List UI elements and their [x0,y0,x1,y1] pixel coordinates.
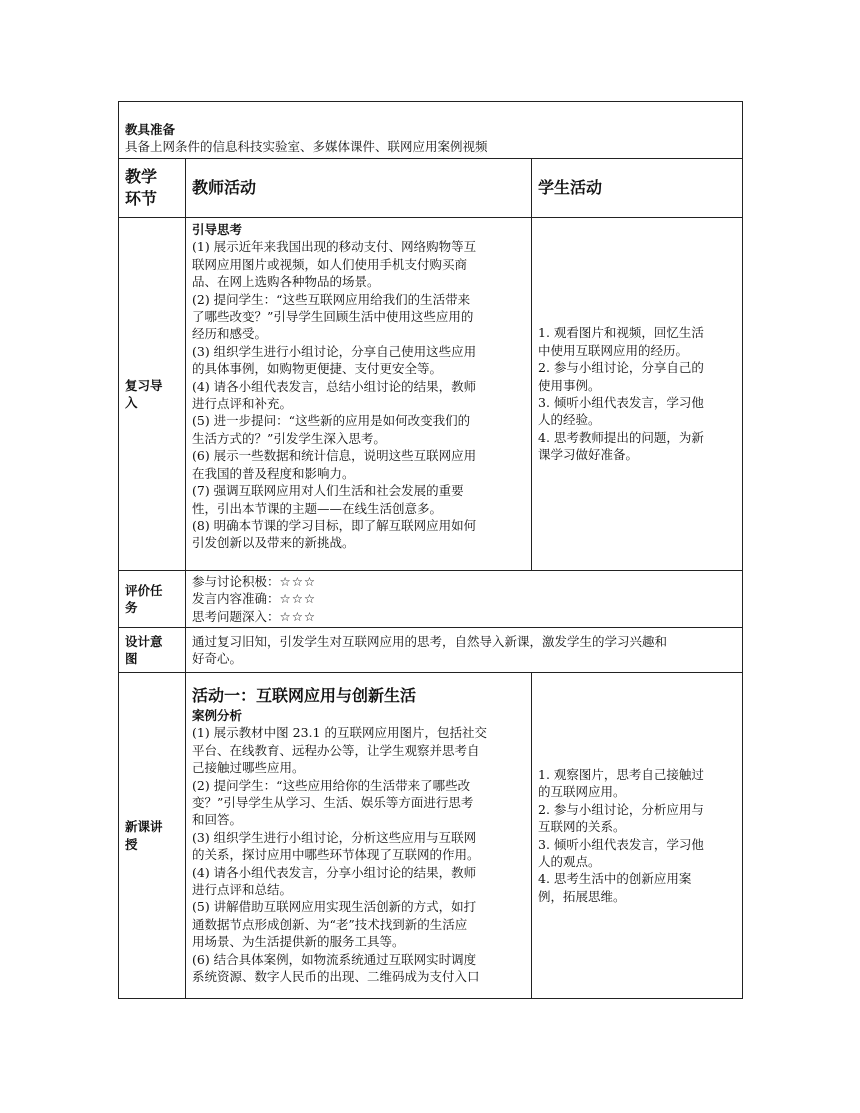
star-rating: ☆☆☆ [279,591,317,607]
text-line: 的关系，探讨应用中哪些环节体现了互联网的作用。 [192,847,480,863]
text-line: 生活方式的？”引发学生深入思考。 [192,430,386,446]
text-line: 1. 观察图片，思考自己接触过 [538,766,704,782]
stage-header [119,159,186,218]
review-label-line1: 复习导 [125,377,163,393]
student-header: 学生活动 [532,159,743,218]
text-line: (3) 组织学生进行小组讨论，分享自己使用这些应用 [192,343,477,359]
review-student-cell [532,218,743,571]
text-line: 进行点评和补充。 [192,396,293,412]
text-line: 联网应用图片或视频，如人们使用手机支付购买商 [192,256,468,272]
stage-header-line2: 环节 [125,189,158,208]
evaluation-item [192,608,736,625]
evaluation-label-line1: 评价任 [125,582,163,598]
text-line: 系统资源、数字人民币的出现、二维码成为支付入口 [192,969,480,985]
text-line: 通过复习旧知，引发学生对互联网应用的思考，自然导入新课，激发学生的学习兴趣和 [192,633,668,649]
text-line: (2) 提问学生：“这些应用给你的生活带来了哪些改 [192,777,471,793]
evaluation-label-line2: 务 [125,600,138,615]
stage-header-line1: 教学 [125,167,158,186]
text-line: (4) 请各小组代表发言，总结小组讨论的结果，教师 [192,378,477,394]
text-line: 人的观点。 [538,853,601,869]
text-line: 平台、在线教育、远程办公等，让学生观察并思考自 [192,742,480,758]
evaluation-item-text: 思考问题深入： [192,608,280,624]
text-line: (5) 进一步提问：“这些新的应用是如何改变我们的 [192,413,471,429]
text-line: 1. 观看图片和视频，回忆生活 [538,325,704,341]
text-line: 3. 倾听小组代表发言，学习他 [538,395,704,410]
lesson-plan-table [118,101,743,999]
newlesson-student-text [538,766,736,905]
design-label-line1: 设计意 [125,633,163,649]
text-line: 己接触过哪些应用。 [192,760,305,776]
text-line: 的互联网应用。 [538,784,626,800]
design-cell [186,628,743,673]
activity-title: 活动一：互联网应用与创新生活 [192,686,417,705]
star-rating: ☆☆☆ [279,608,317,624]
text-line: 4. 思考教师提出的问题，为新 [538,429,704,445]
text-line: (2) 提问学生：“这些互联网应用给我们的生活带来 [192,291,471,307]
text-line: 课学习做好准备。 [538,447,639,463]
text-line: 3. 倾听小组代表发言，学习他 [538,836,704,852]
text-line: (6) 结合具体案例，如物流系统通过互联网实时调度 [192,951,477,967]
review-teacher-cell [186,218,532,571]
review-teacher-text [192,238,525,551]
design-label-line2: 图 [125,651,138,666]
text-line: (7) 强调互联网应用对人们生活和社会发展的重要 [192,483,464,499]
review-label-line2: 入 [125,395,138,410]
text-line: 人的经验。 [538,412,601,428]
newlesson-teacher-text [192,724,525,985]
text-line: 2. 参与小组讨论，分析应用与 [538,801,704,817]
evaluation-item-text: 发言内容准确： [192,591,280,607]
text-line: 经历和感受。 [192,326,268,342]
review-title: 引导思考 [192,222,243,237]
header-row [119,159,743,218]
text-line: (6) 展示一些数据和统计信息，说明这些互联网应用 [192,448,477,464]
text-line: 通数据节点形成创新、为“老”技术找到新的生活应 [192,916,468,932]
text-line: 品、在网上选购各种物品的场景。 [192,274,380,290]
text-line: 4. 思考生活中的创新应用案 [538,871,692,887]
text-line: 进行点评和总结。 [192,882,293,898]
evaluation-item-text: 参与讨论积极： [192,573,280,589]
text-line: (5) 讲解借助互联网应用实现生活创新的方式，如打 [192,899,477,915]
evaluation-label [119,571,186,628]
newlesson-student-cell [532,673,743,999]
text-line: 在我国的普及程度和影响力。 [192,465,355,481]
text-line: 2. 参与小组讨论，分享自己的 [538,360,704,376]
text-line: 的具体事例，如购物更便捷、支付更安全等。 [192,361,443,377]
review-label [119,218,186,571]
review-row [119,218,743,571]
text-line: 中使用互联网应用的经历。 [538,342,689,358]
text-line: (3) 组织学生进行小组讨论，分析这些应用与互联网 [192,829,477,845]
text-line: 了哪些改变？”引导学生回顾生活中使用这些应用的 [192,309,474,325]
evaluation-row [119,571,743,628]
evaluation-item [192,590,736,607]
text-line: 例，拓展思维。 [538,888,626,904]
evaluation-cell [186,571,743,628]
text-line: 变？”引导学生从学习、生活、娱乐等方面进行思考 [192,795,474,811]
newlesson-label [119,673,186,999]
text-line: 好奇心。 [192,651,243,666]
evaluation-item [192,573,736,590]
review-student-text [538,324,736,463]
text-line: 引发创新以及带来的新挑战。 [192,535,355,551]
prep-row [119,102,743,159]
prep-title: 教具准备 [125,122,176,137]
text-line: (4) 请各小组代表发言，分享小组讨论的结果，教师 [192,864,477,880]
text-line: 互联网的关系。 [538,819,626,835]
text-line: 和回答。 [192,812,243,828]
design-text [192,633,736,668]
teacher-header: 教师活动 [186,159,532,218]
design-label [119,628,186,673]
prep-cell [119,102,743,159]
text-line: (1) 展示教材中图 23.1 的互联网应用图片，包括社交 [192,725,487,741]
text-line: (1) 展示近年来我国出现的移动支付、网络购物等互 [192,239,477,255]
prep-text: 具备上网条件的信息科技实验室、多媒体课件、联网应用案例视频 [125,139,488,155]
text-line: (8) 明确本节课的学习目标，即了解互联网应用如何 [192,517,477,533]
newlesson-label-line1: 新课讲 [125,819,163,835]
newlesson-row [119,673,743,999]
text-line: 使用事例。 [538,377,601,393]
newlesson-label-line2: 授 [125,836,138,852]
text-line: 性，引出本节课的主题——在线生活创意多。 [192,500,443,516]
design-row [119,628,743,673]
activity-subtitle: 案例分析 [192,708,243,723]
newlesson-teacher-cell [186,673,532,999]
star-rating: ☆☆☆ [279,573,317,589]
text-line: 用场景、为生活提供新的服务工具等。 [192,934,405,950]
